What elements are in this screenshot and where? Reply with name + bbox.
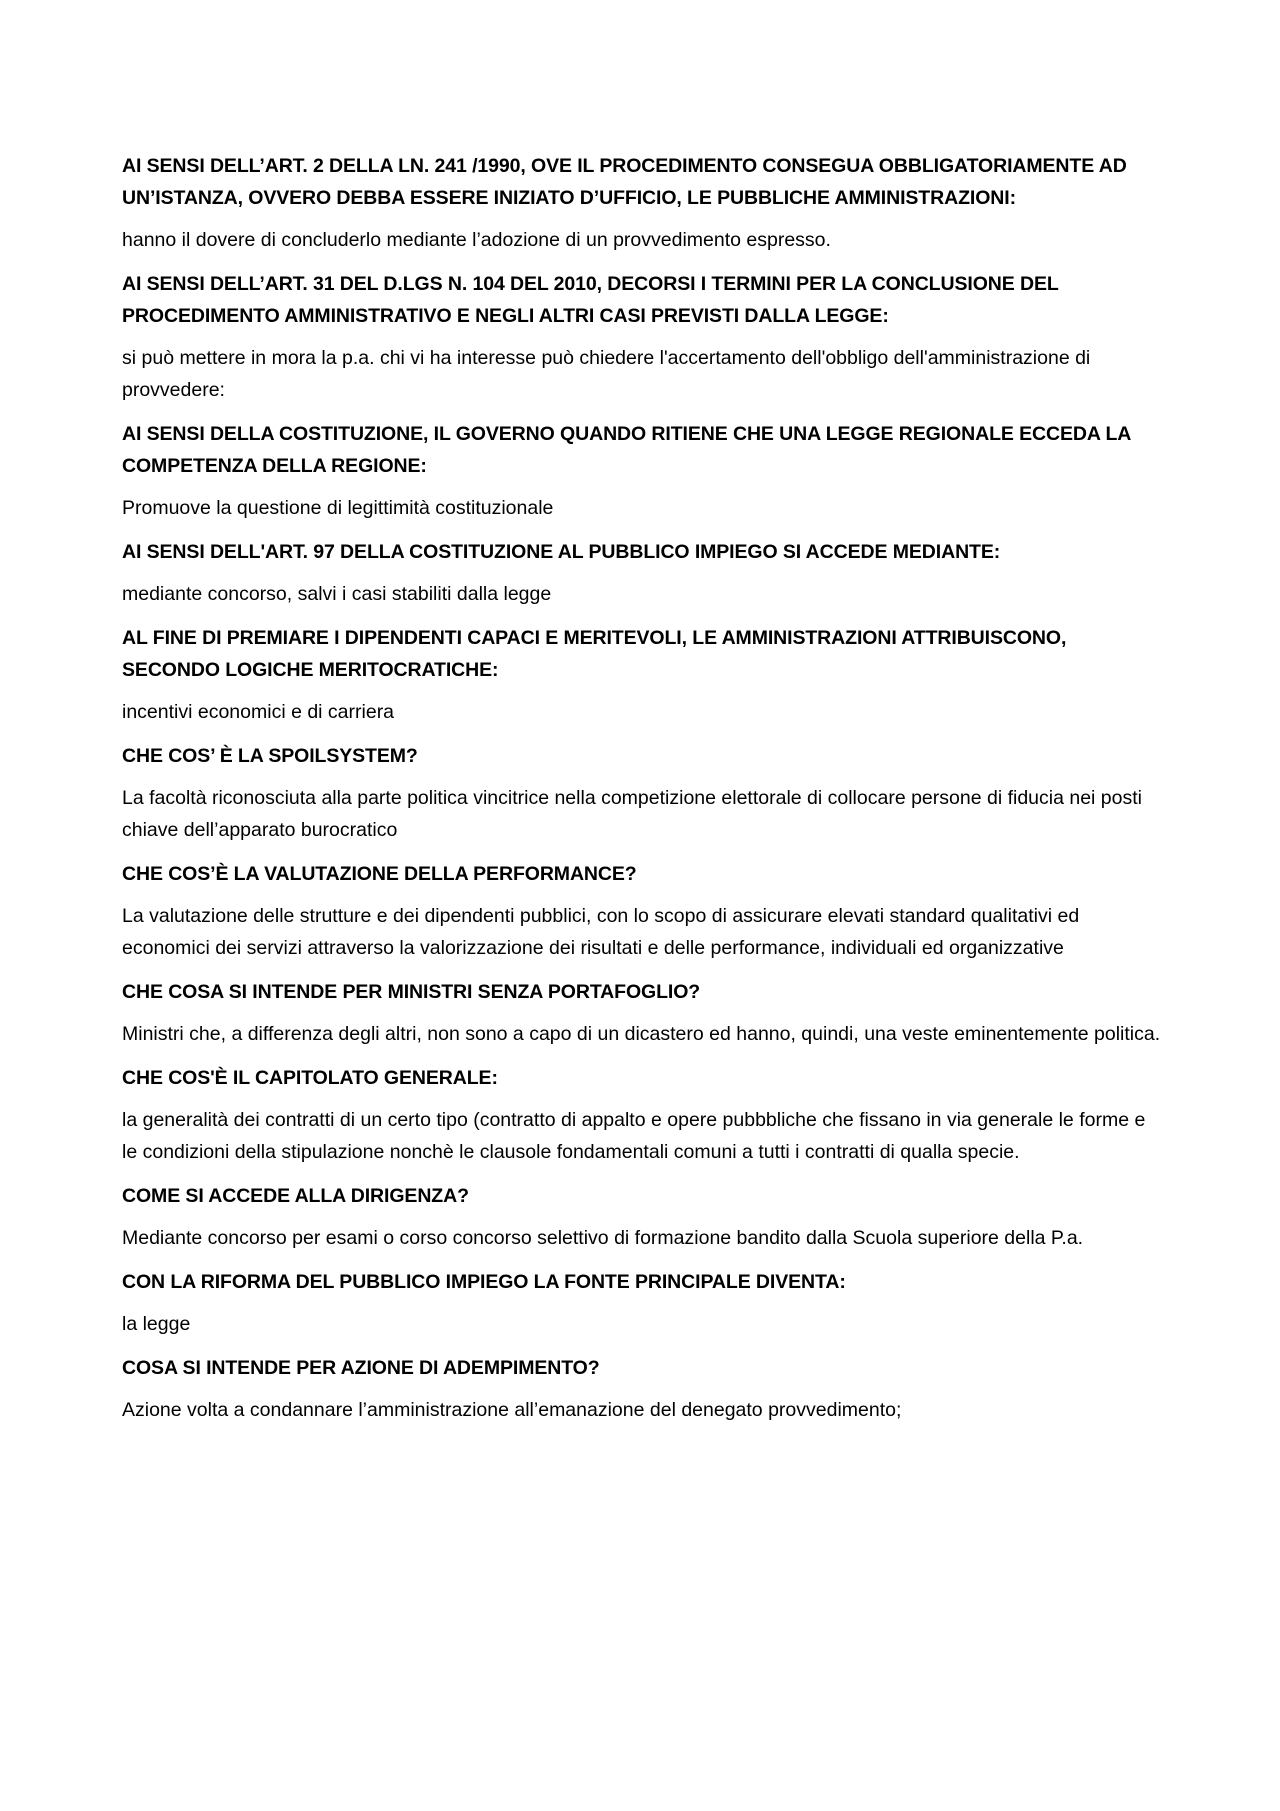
question-heading: AI SENSI DELL’ART. 2 DELLA LN. 241 /1990, OVE IL PROCEDIMENTO CONSEGUA OBBLIGATORIAMENTE AD UN’ISTANZA, OVVERO DEBBA ESSERE INIZIATO D’UFFICIO, LE PUBBLICHE AMMINISTRAZIONI: [122,155,1127,209]
answer-text: la legge [122,1313,191,1335]
answer-text: si può mettere in mora la p.a. chi vi ha interesse può chiedere l'accertamento dell'obbligo dell'amministrazione di provvedere: [122,347,1091,401]
question-heading: COME SI ACCEDE ALLA DIRIGENZA? [122,1185,469,1207]
answer-text: Promuove la questione di legittimità costituzionale [122,497,554,519]
answer-text: mediante concorso, salvi i casi stabiliti dalla legge [122,583,552,605]
question-heading: CON LA RIFORMA DEL PUBBLICO IMPIEGO LA FONTE PRINCIPALE DIVENTA: [122,1271,846,1293]
question-heading: AI SENSI DELL’ART. 31 DEL D.LGS N. 104 DEL 2010, DECORSI I TERMINI PER LA CONCLUSIONE DEL PROCEDIMENTO AMMINISTRATIVO E NEGLI ALTRI CASI PREVISTI DALLA LEGGE: [122,273,1059,327]
answer-text: Ministri che, a differenza degli altri, non sono a capo di un dicastero ed hanno, quindi, una veste eminentemente politica. [122,1023,1161,1045]
document-body [122,150,1162,1438]
answer-text: La facoltà riconosciuta alla parte politica vincitrice nella competizione elettorale di collocare persone di fiducia nei posti chiave dell’apparato burocratico [122,787,1142,841]
question-heading: CHE COS’È LA VALUTAZIONE DELLA PERFORMANCE? [122,863,637,885]
answer-text: hanno il dovere di concluderlo mediante l’adozione di un provvedimento espresso. [122,229,831,251]
answer-text: Mediante concorso per esami o corso concorso selettivo di formazione bandito dalla Scuola superiore della P.a. [122,1227,1084,1249]
question-heading: COSA SI INTENDE PER AZIONE DI ADEMPIMENTO? [122,1357,600,1379]
question-heading: AL FINE DI PREMIARE I DIPENDENTI CAPACI E MERITEVOLI, LE AMMINISTRAZIONI ATTRIBUISCONO, SECONDO LOGICHE MERITOCRATICHE: [122,627,1067,681]
question-heading: CHE COSA SI INTENDE PER MINISTRI SENZA PORTAFOGLIO? [122,981,701,1003]
question-heading: AI SENSI DELL'ART. 97 DELLA COSTITUZIONE AL PUBBLICO IMPIEGO SI ACCEDE MEDIANTE: [122,541,1001,563]
answer-text: Azione volta a condannare l’amministrazione all’emanazione del denegato provvedimento; [122,1399,902,1421]
question-heading: CHE COS'È IL CAPITOLATO GENERALE: [122,1067,498,1089]
question-heading: CHE COS’ È LA SPOILSYSTEM? [122,745,418,767]
answer-text: La valutazione delle strutture e dei dipendenti pubblici, con lo scopo di assicurare elevati standard qualitativi ed economici dei servizi attraverso la valorizzazione dei risultati e delle performance, individuali ed organizzative [122,905,1080,959]
answer-text: la generalità dei contratti di un certo tipo (contratto di appalto e opere pubbbliche che fissano in via generale le forme e le condizioni della stipulazione nonchè le clausole fondamentali comuni a tutti i contratti di qualla specie. [122,1109,1146,1163]
question-heading: AI SENSI DELLA COSTITUZIONE, IL GOVERNO QUANDO RITIENE CHE UNA LEGGE REGIONALE ECCEDA LA COMPETENZA DELLA REGIONE: [122,423,1131,477]
answer-text: incentivi economici e di carriera [122,701,395,723]
